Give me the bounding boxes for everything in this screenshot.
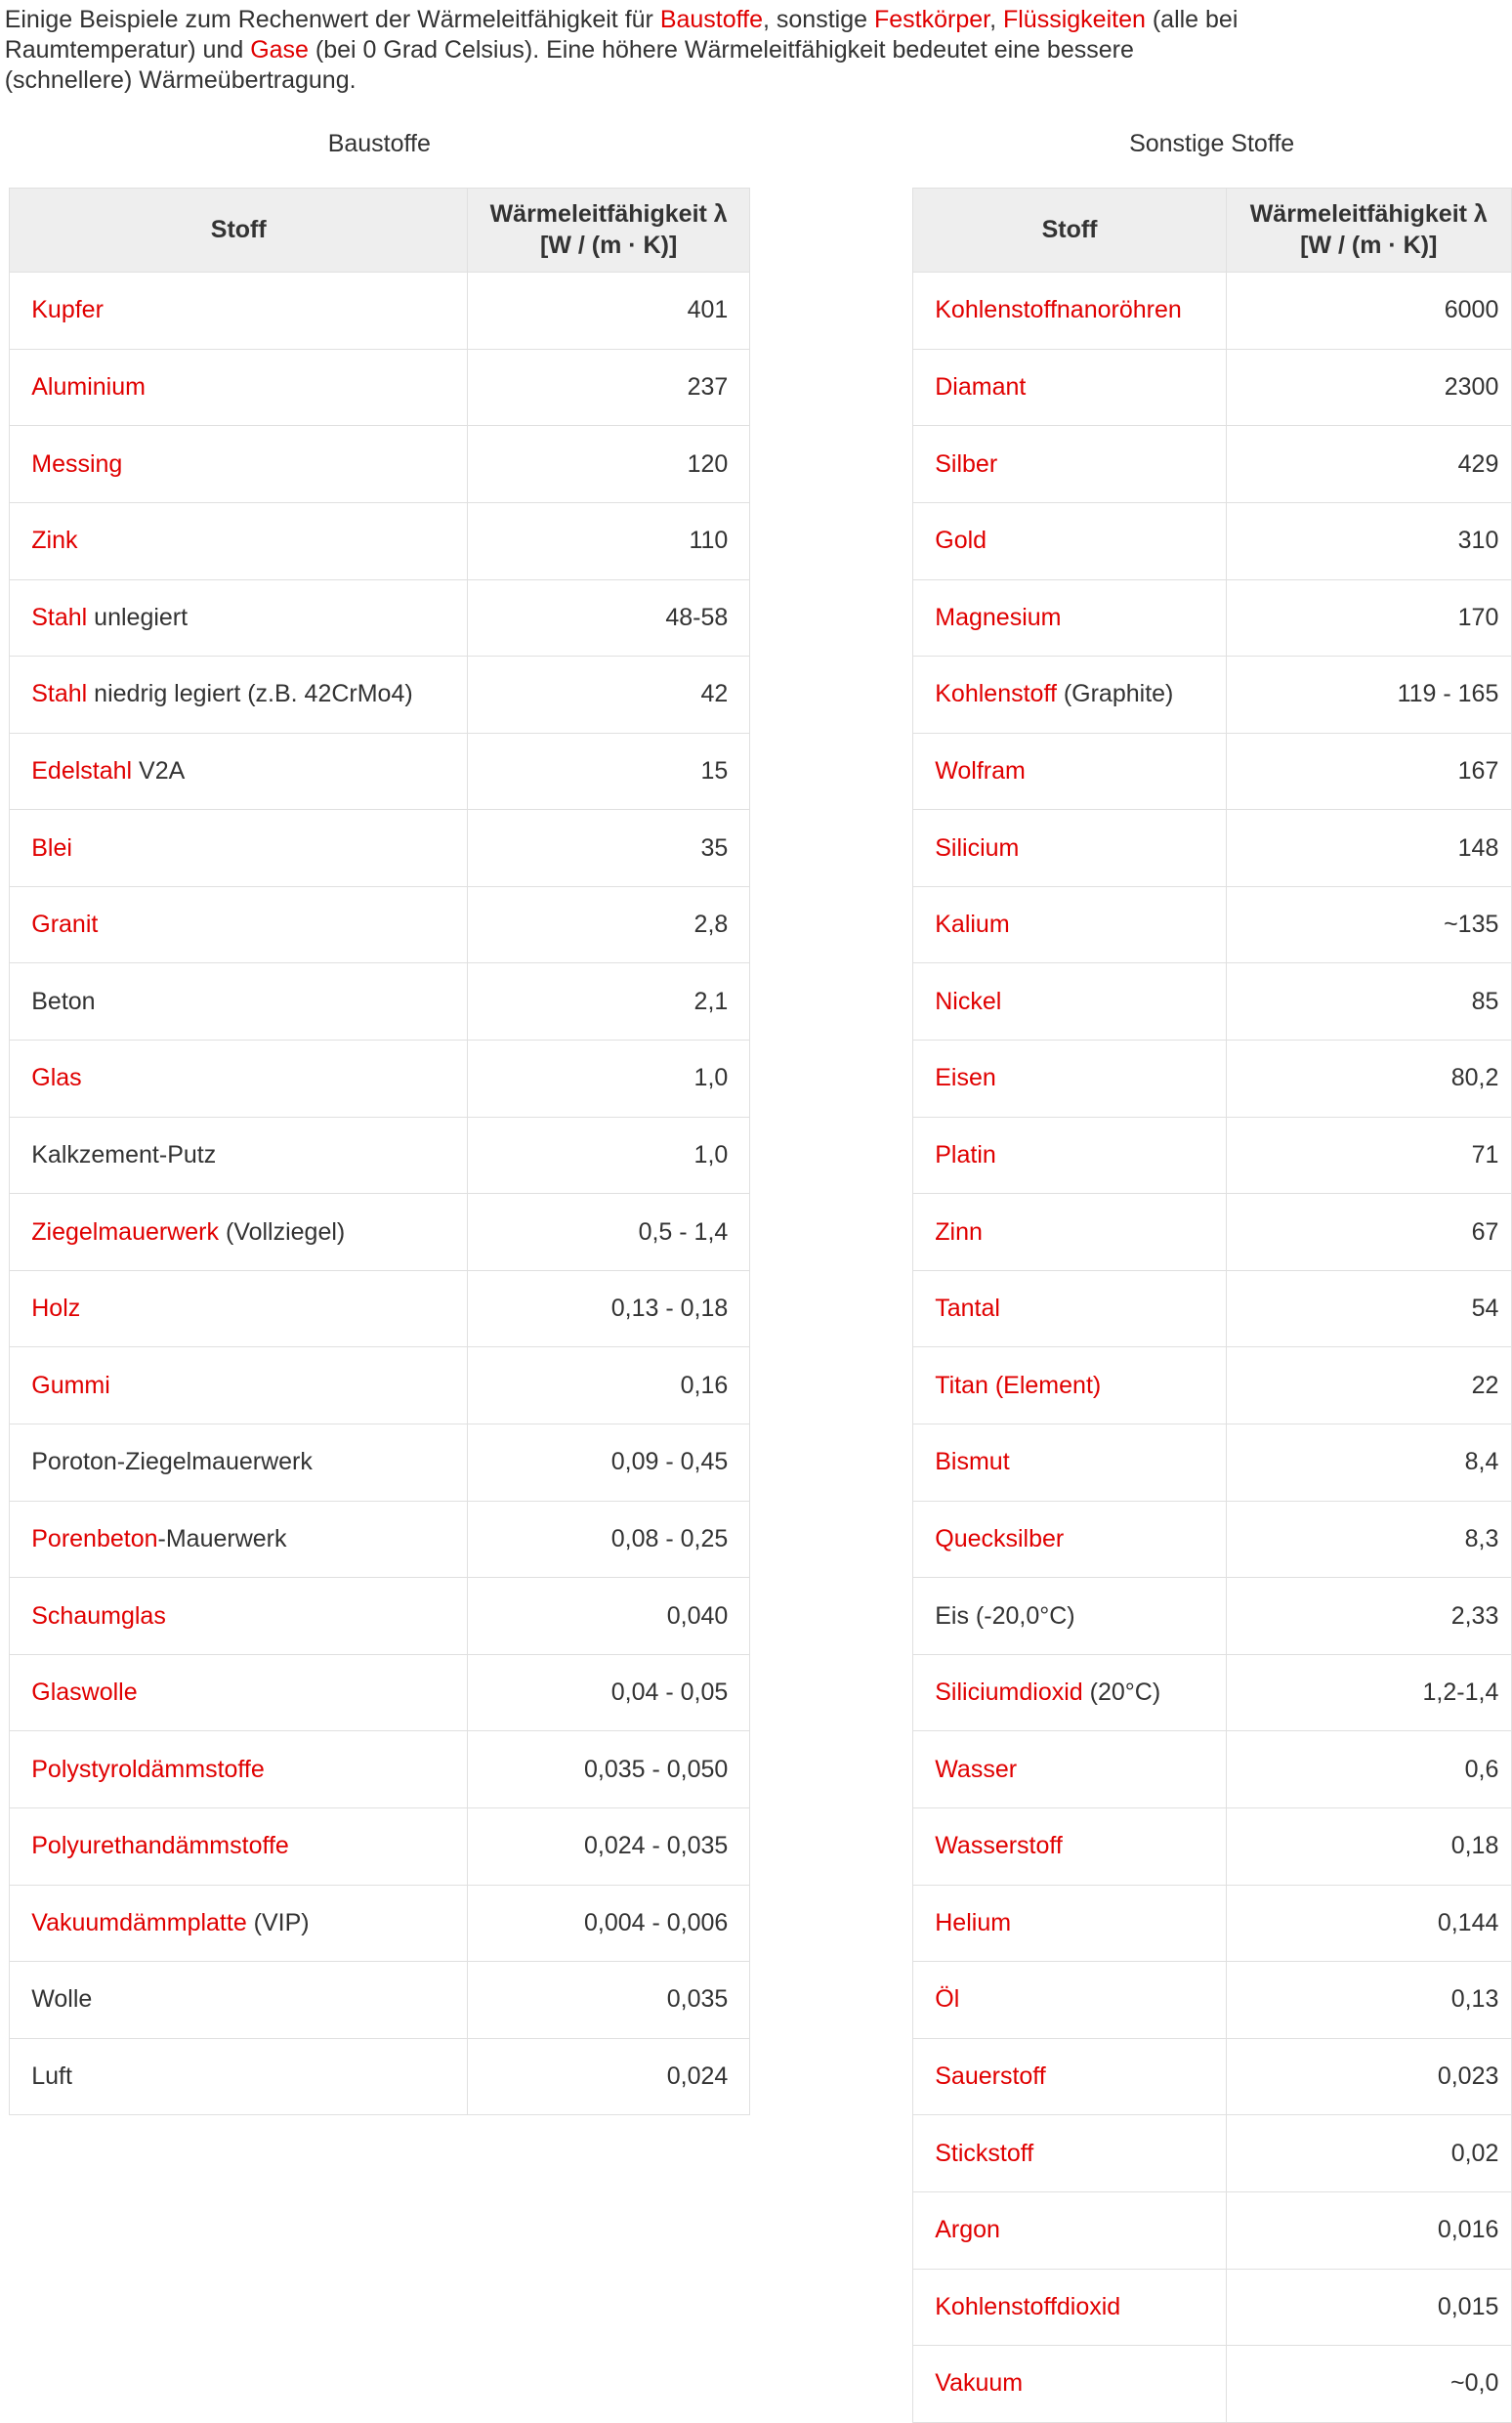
stoff-text: Eis (-20,0°C) <box>935 1601 1075 1630</box>
cell-stoff <box>913 349 1226 426</box>
cell-stoff <box>10 886 468 963</box>
table-row <box>913 2038 1512 2115</box>
stoff-link[interactable]: Granit <box>31 911 99 939</box>
stoff-link[interactable]: Zink <box>31 527 78 555</box>
cell-waermeleitfaehigkeit: 85 <box>1226 963 1511 1041</box>
table-row <box>913 273 1512 350</box>
cell-waermeleitfaehigkeit: 0,08 - 0,25 <box>468 1501 750 1578</box>
stoff-link[interactable]: Argon <box>935 2216 1000 2244</box>
cell-stoff <box>913 2115 1226 2192</box>
stoff-link[interactable]: Edelstahl <box>31 756 133 785</box>
cell-waermeleitfaehigkeit: 429 <box>1226 426 1511 503</box>
table-row <box>913 2115 1512 2192</box>
table-row <box>10 886 750 963</box>
cell-waermeleitfaehigkeit: 0,004 - 0,006 <box>468 1885 750 1962</box>
table-row <box>913 579 1512 657</box>
table-row <box>913 2269 1512 2346</box>
column-header-line1: Wärmeleitfähigkeit λ <box>1249 200 1488 229</box>
cell-waermeleitfaehigkeit: 0,09 - 0,45 <box>468 1424 750 1502</box>
stoff-link[interactable]: Messing <box>31 449 123 478</box>
intro-text-segment: (bei 0 Grad Celsius). Eine höhere Wärmeleitfähigkeit bedeutet eine bessere (schnellere) Wärmeübertragung. <box>4 35 1134 95</box>
column-header-unit: [W / (m · K)] <box>1300 231 1438 259</box>
column-header-stoff: Stoff <box>10 189 468 273</box>
stoff-text: Kalkzement-Putz <box>31 1140 217 1169</box>
stoff-link[interactable]: Platin <box>935 1140 996 1169</box>
stoff-link[interactable]: Tantal <box>935 1295 1000 1323</box>
cell-stoff <box>10 1962 468 2039</box>
column-header-unit: [W / (m · K)] <box>540 231 678 259</box>
table-row <box>10 579 750 657</box>
stoff-link[interactable]: Wolfram <box>935 756 1026 785</box>
cell-waermeleitfaehigkeit: 48-58 <box>468 579 750 657</box>
cell-waermeleitfaehigkeit: 1,0 <box>468 1117 750 1194</box>
cell-stoff <box>10 502 468 579</box>
stoff-link[interactable]: Vakuum <box>935 2369 1024 2398</box>
cell-stoff <box>913 273 1226 350</box>
table-baustoffe <box>9 188 750 2115</box>
table-row <box>913 886 1512 963</box>
stoff-link[interactable]: Kohlenstoffnanoröhren <box>935 296 1182 324</box>
table-row <box>913 1885 1512 1962</box>
cell-waermeleitfaehigkeit: 80,2 <box>1226 1041 1511 1118</box>
cell-stoff <box>10 657 468 734</box>
intro-link[interactable]: Festkörper <box>873 5 990 33</box>
cell-stoff <box>913 579 1226 657</box>
cell-waermeleitfaehigkeit: 1,0 <box>468 1041 750 1118</box>
stoff-link[interactable]: Glas <box>31 1064 82 1092</box>
cell-stoff <box>913 1578 1226 1655</box>
stoff-link[interactable]: Blei <box>31 833 72 862</box>
intro-text-segment: , sonstige <box>763 5 874 33</box>
intro-text-segment: Einige Beispiele zum Rechenwert der Wärmeleitfähigkeit für <box>4 5 660 33</box>
table-row <box>10 1731 750 1808</box>
intro-text <box>5 5 1256 97</box>
cell-stoff <box>10 1117 468 1194</box>
stoff-link[interactable]: Wasserstoff <box>935 1832 1063 1860</box>
cell-stoff <box>913 1501 1226 1578</box>
cell-waermeleitfaehigkeit: 0,024 <box>468 2038 750 2115</box>
table-row <box>10 1194 750 1271</box>
table-row <box>10 1578 750 1655</box>
cell-waermeleitfaehigkeit: 170 <box>1226 579 1511 657</box>
cell-stoff <box>10 1578 468 1655</box>
cell-waermeleitfaehigkeit: 0,023 <box>1226 2038 1511 2115</box>
cell-stoff <box>10 1347 468 1424</box>
cell-waermeleitfaehigkeit: 2,1 <box>468 963 750 1041</box>
table-row <box>913 810 1512 887</box>
stoff-link[interactable]: Stickstoff <box>935 2139 1034 2167</box>
stoff-text: Poroton-Ziegelmauerwerk <box>31 1448 313 1476</box>
stoff-text: -Mauerwerk <box>157 1524 287 1552</box>
table-row <box>10 349 750 426</box>
stoff-link[interactable]: Vakuumdämmplatte <box>31 1908 247 1936</box>
cell-stoff <box>10 963 468 1041</box>
stoff-link[interactable]: Eisen <box>935 1064 996 1092</box>
table-row <box>913 349 1512 426</box>
cell-stoff <box>913 1424 1226 1502</box>
stoff-link[interactable]: Nickel <box>935 987 1002 1015</box>
stoff-link[interactable]: Holz <box>31 1295 81 1323</box>
cell-stoff <box>10 733 468 810</box>
stoff-link[interactable]: Gold <box>935 527 987 555</box>
table-row <box>10 810 750 887</box>
stoff-link[interactable]: Stahl <box>31 680 88 708</box>
table-row <box>10 1347 750 1424</box>
cell-stoff <box>913 426 1226 503</box>
table-row <box>913 1731 1512 1808</box>
cell-stoff <box>913 1962 1226 2039</box>
stoff-link[interactable]: Titan (Element) <box>935 1371 1102 1399</box>
cell-stoff <box>913 1194 1226 1271</box>
table-row <box>10 502 750 579</box>
column-header-line1: Wärmeleitfähigkeit λ <box>489 200 728 229</box>
cell-stoff <box>913 1808 1226 1886</box>
cell-stoff <box>10 1270 468 1347</box>
table-row <box>10 963 750 1041</box>
table-row <box>913 1041 1512 1118</box>
stoff-link[interactable]: Ziegelmauerwerk <box>31 1217 219 1246</box>
cell-waermeleitfaehigkeit: 54 <box>1226 1270 1511 1347</box>
cell-waermeleitfaehigkeit: 0,6 <box>1226 1731 1511 1808</box>
cell-stoff <box>913 657 1226 734</box>
stoff-link[interactable]: Silber <box>935 449 998 478</box>
cell-stoff <box>10 810 468 887</box>
table-row <box>10 1962 750 2039</box>
table-row <box>913 1270 1512 1347</box>
cell-waermeleitfaehigkeit: 22 <box>1226 1347 1511 1424</box>
stoff-link[interactable]: Silicium <box>935 833 1020 862</box>
stoff-link[interactable]: Schaumglas <box>31 1601 166 1630</box>
cell-waermeleitfaehigkeit: 0,015 <box>1226 2269 1511 2346</box>
stoff-link[interactable]: Zinn <box>935 1217 983 1246</box>
cell-waermeleitfaehigkeit: 0,144 <box>1226 1885 1511 1962</box>
table-row <box>913 502 1512 579</box>
cell-stoff <box>10 2038 468 2115</box>
cell-waermeleitfaehigkeit: 0,035 - 0,050 <box>468 1731 750 1808</box>
intro-text-segment: (alle bei Raumtemperatur) und <box>4 5 1239 64</box>
stoff-text: niedrig legiert (z.B. 42CrMo4) <box>87 680 413 708</box>
table-row <box>10 1654 750 1731</box>
table-row <box>10 1501 750 1578</box>
stoff-text: (Vollziegel) <box>219 1217 346 1246</box>
cell-waermeleitfaehigkeit: 167 <box>1226 733 1511 810</box>
cell-waermeleitfaehigkeit: 0,016 <box>1226 2191 1511 2269</box>
cell-waermeleitfaehigkeit: 0,02 <box>1226 2115 1511 2192</box>
stoff-link[interactable]: Stahl <box>31 603 88 631</box>
table-row <box>913 1808 1512 1886</box>
stoff-text: (20°C) <box>1082 1679 1161 1707</box>
stoff-link[interactable]: Kupfer <box>31 296 104 324</box>
cell-stoff <box>913 2038 1226 2115</box>
cell-stoff <box>10 273 468 350</box>
cell-stoff <box>913 1885 1226 1962</box>
table-row <box>913 1347 1512 1424</box>
table-row <box>10 2038 750 2115</box>
stoff-link[interactable]: Helium <box>935 1908 1012 1936</box>
stoff-link[interactable]: Kohlenstoffdioxid <box>935 2292 1121 2320</box>
cell-waermeleitfaehigkeit: 8,3 <box>1226 1501 1511 1578</box>
table-sonstige-stoffe <box>912 188 1512 2423</box>
cell-stoff <box>913 810 1226 887</box>
cell-stoff <box>10 426 468 503</box>
stoff-link[interactable]: Sauerstoff <box>935 2062 1046 2091</box>
table-row <box>10 657 750 734</box>
table-caption-baustoffe: Baustoffe <box>327 129 431 157</box>
column-header-waermeleitfaehigkeit <box>468 189 750 273</box>
cell-waermeleitfaehigkeit: 15 <box>468 733 750 810</box>
cell-waermeleitfaehigkeit: 119 - 165 <box>1226 657 1511 734</box>
cell-stoff <box>10 1041 468 1118</box>
stoff-link[interactable]: Quecksilber <box>935 1524 1065 1552</box>
stoff-text: (VIP) <box>246 1908 310 1936</box>
intro-link[interactable]: Flüssigkeiten <box>1002 5 1146 33</box>
cell-waermeleitfaehigkeit: ~0,0 <box>1226 2346 1511 2423</box>
stoff-text: V2A <box>132 756 186 785</box>
cell-stoff <box>913 733 1226 810</box>
stoff-link[interactable]: Kalium <box>935 911 1010 939</box>
stoff-link[interactable]: Magnesium <box>935 603 1062 631</box>
intro-link[interactable]: Gase <box>250 35 309 64</box>
cell-stoff <box>10 1808 468 1886</box>
cell-stoff <box>913 1731 1226 1808</box>
cell-waermeleitfaehigkeit: 8,4 <box>1226 1424 1511 1502</box>
table-header-row <box>913 189 1512 273</box>
cell-waermeleitfaehigkeit: 120 <box>468 426 750 503</box>
table-row <box>913 1962 1512 2039</box>
table-row <box>913 1501 1512 1578</box>
table-row <box>10 273 750 350</box>
cell-waermeleitfaehigkeit: 0,04 - 0,05 <box>468 1654 750 1731</box>
intro-link[interactable]: Baustoffe <box>659 5 764 33</box>
cell-stoff <box>913 2269 1226 2346</box>
cell-waermeleitfaehigkeit: 0,040 <box>468 1578 750 1655</box>
cell-stoff <box>913 1270 1226 1347</box>
cell-waermeleitfaehigkeit: 1,2-1,4 <box>1226 1654 1511 1731</box>
column-header-stoff: Stoff <box>913 189 1226 273</box>
cell-stoff <box>913 963 1226 1041</box>
cell-stoff <box>913 2191 1226 2269</box>
cell-waermeleitfaehigkeit: 0,13 <box>1226 1962 1511 2039</box>
cell-waermeleitfaehigkeit: 0,13 - 0,18 <box>468 1270 750 1347</box>
stoff-link[interactable]: Öl <box>935 1985 960 2014</box>
stoff-link[interactable]: Kohlenstoff <box>935 680 1057 708</box>
cell-waermeleitfaehigkeit: 2,8 <box>468 886 750 963</box>
cell-waermeleitfaehigkeit: 0,18 <box>1226 1808 1511 1886</box>
table-header-row <box>10 189 750 273</box>
cell-waermeleitfaehigkeit: 237 <box>468 349 750 426</box>
stoff-text: Luft <box>31 2062 72 2091</box>
cell-waermeleitfaehigkeit: 0,16 <box>468 1347 750 1424</box>
table-row <box>913 1654 1512 1731</box>
intro-text-segment: , <box>989 5 1003 33</box>
table-row <box>913 1424 1512 1502</box>
table-row <box>913 1117 1512 1194</box>
stoff-link[interactable]: Wasser <box>935 1755 1018 1783</box>
table-caption-sonstige-stoffe: Sonstige Stoffe <box>1129 129 1295 157</box>
cell-waermeleitfaehigkeit: 6000 <box>1226 273 1511 350</box>
table-row <box>913 1578 1512 1655</box>
cell-stoff <box>913 1654 1226 1731</box>
stoff-text: unlegiert <box>87 603 189 631</box>
cell-stoff <box>10 579 468 657</box>
table-row <box>913 2346 1512 2423</box>
table-row <box>913 1194 1512 1271</box>
cell-waermeleitfaehigkeit: ~135 <box>1226 886 1511 963</box>
table-row <box>913 2191 1512 2269</box>
table-row <box>10 733 750 810</box>
stoff-link[interactable]: Siliciumdioxid <box>935 1679 1083 1707</box>
cell-stoff <box>10 1731 468 1808</box>
table-row <box>10 1270 750 1347</box>
cell-waermeleitfaehigkeit: 71 <box>1226 1117 1511 1194</box>
stoff-link[interactable]: Polyurethandämmstoffe <box>31 1832 289 1860</box>
cell-waermeleitfaehigkeit: 0,5 - 1,4 <box>468 1194 750 1271</box>
stoff-text: Wolle <box>31 1985 93 2014</box>
cell-waermeleitfaehigkeit: 2,33 <box>1226 1578 1511 1655</box>
table-row <box>913 733 1512 810</box>
cell-waermeleitfaehigkeit: 110 <box>468 502 750 579</box>
cell-stoff <box>10 1501 468 1578</box>
cell-stoff <box>10 1654 468 1731</box>
cell-waermeleitfaehigkeit: 148 <box>1226 810 1511 887</box>
stoff-text: (Graphite) <box>1056 680 1174 708</box>
stoff-link[interactable]: Glaswolle <box>31 1679 138 1707</box>
cell-stoff <box>913 502 1226 579</box>
stoff-link[interactable]: Polystyroldämmstoffe <box>31 1755 265 1783</box>
cell-waermeleitfaehigkeit: 67 <box>1226 1194 1511 1271</box>
stoff-link[interactable]: Diamant <box>935 373 1027 402</box>
stoff-link[interactable]: Aluminium <box>31 373 146 402</box>
cell-waermeleitfaehigkeit: 42 <box>468 657 750 734</box>
cell-stoff <box>913 886 1226 963</box>
cell-stoff <box>10 1885 468 1962</box>
cell-waermeleitfaehigkeit: 0,035 <box>468 1962 750 2039</box>
cell-waermeleitfaehigkeit: 0,024 - 0,035 <box>468 1808 750 1886</box>
table-row <box>10 1424 750 1502</box>
table-row <box>10 1117 750 1194</box>
cell-waermeleitfaehigkeit: 35 <box>468 810 750 887</box>
cell-stoff <box>10 349 468 426</box>
cell-stoff <box>913 1041 1226 1118</box>
cell-stoff <box>10 1424 468 1502</box>
table-row <box>913 963 1512 1041</box>
cell-waermeleitfaehigkeit: 310 <box>1226 502 1511 579</box>
stoff-link[interactable]: Bismut <box>935 1448 1010 1476</box>
column-header-waermeleitfaehigkeit <box>1226 189 1511 273</box>
stoff-text: Beton <box>31 987 96 1015</box>
cell-waermeleitfaehigkeit: 2300 <box>1226 349 1511 426</box>
table-row <box>913 657 1512 734</box>
cell-stoff <box>913 2346 1226 2423</box>
table-row <box>913 426 1512 503</box>
cell-stoff <box>913 1347 1226 1424</box>
stoff-link[interactable]: Gummi <box>31 1371 110 1399</box>
table-row <box>10 1885 750 1962</box>
table-row <box>10 1041 750 1118</box>
cell-stoff <box>913 1117 1226 1194</box>
stoff-link[interactable]: Porenbeton <box>31 1524 158 1552</box>
table-row <box>10 1808 750 1886</box>
cell-stoff <box>10 1194 468 1271</box>
table-row <box>10 426 750 503</box>
cell-waermeleitfaehigkeit: 401 <box>468 273 750 350</box>
